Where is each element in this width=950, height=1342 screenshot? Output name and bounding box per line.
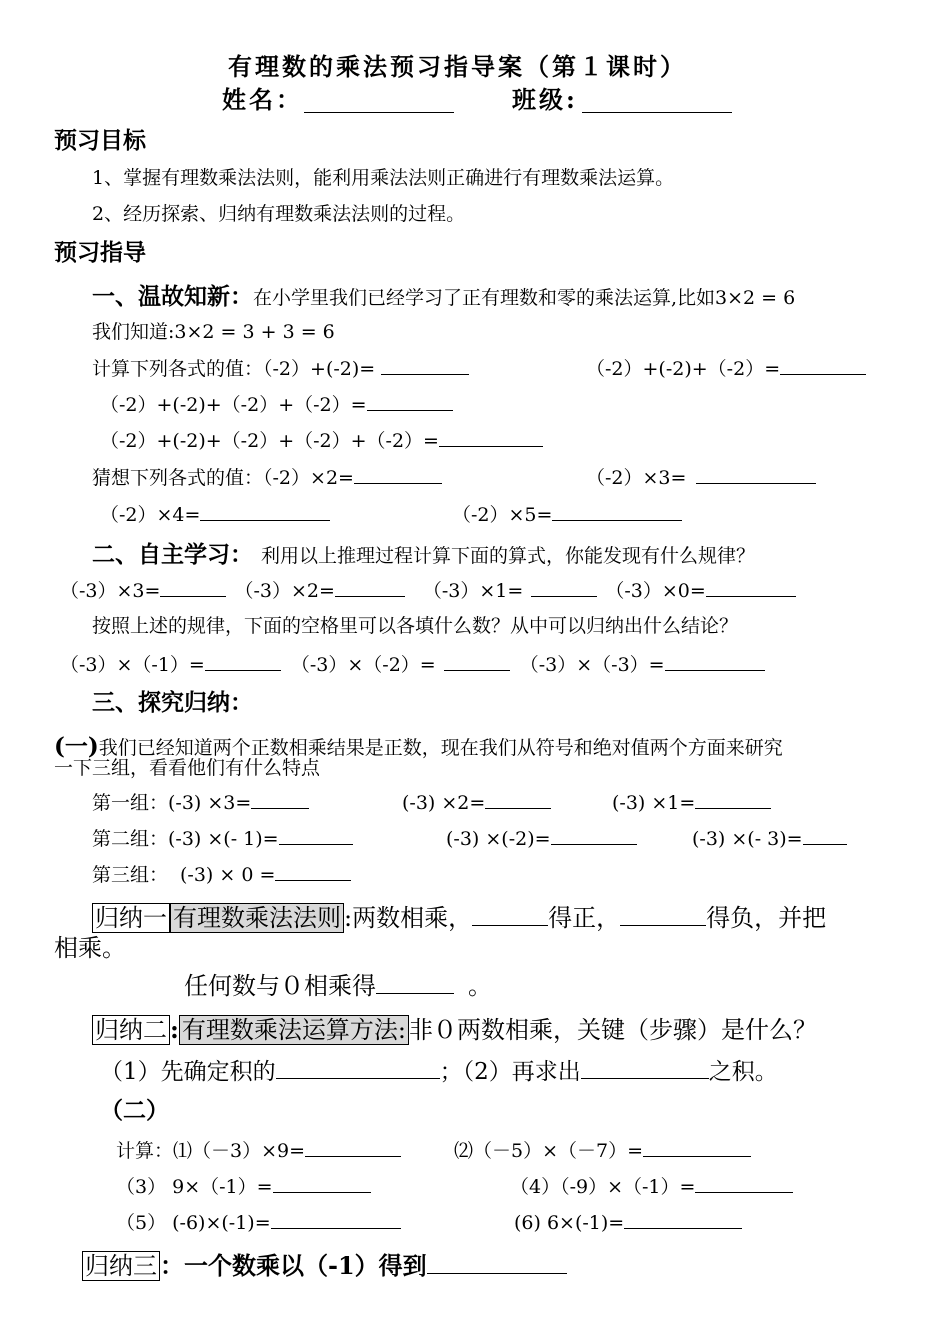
name-label: 姓名： [222, 85, 303, 114]
self-study-heading [92, 542, 253, 568]
ss-expr-3: （-3）×1= [422, 580, 524, 602]
self-study-text: 利用以上推理过程计算下面的算式，你能发现有什么规律？ [261, 545, 756, 567]
name-field[interactable] [304, 94, 454, 113]
calc2-expr-3-row [116, 1174, 371, 1199]
answer-blank[interactable] [444, 652, 510, 671]
summary-1-text-c: 得负，并把 [706, 904, 827, 932]
answer-blank[interactable] [780, 356, 866, 375]
group-2-expr-1: (-3) ×(- 1)= [168, 828, 279, 850]
answer-blank[interactable] [251, 790, 309, 809]
answer-blank[interactable] [624, 1210, 742, 1229]
answer-blank[interactable] [335, 578, 405, 597]
review-heading: 一、温故知新： [92, 283, 253, 310]
answer-blank[interactable] [643, 1138, 751, 1157]
ss2-expr-2: （-3）×（-2）= [290, 654, 436, 676]
summary-2-steps [100, 1056, 778, 1088]
ss-expr-4: （-3）×0= [605, 580, 706, 602]
answer-blank[interactable] [427, 1255, 567, 1274]
summary-1-text-e: 任何数与０相乘得 [184, 972, 376, 1000]
summary-2-step-2: ；（2）再求出 [439, 1059, 581, 1085]
answer-blank[interactable] [200, 502, 330, 521]
group-1-expr-1: (-3) ×3= [168, 792, 252, 814]
group-3-expr-1: (-3) × 0 = [180, 864, 276, 886]
answer-blank[interactable] [160, 578, 226, 597]
group-1-expr-2-row [402, 790, 551, 815]
summary-1-rule: 有理数乘法法则 [170, 903, 344, 933]
summary-1-text-f: 。 [468, 972, 492, 1000]
calc2-expr-4: （4）（-9）×（-1）= [510, 1176, 696, 1198]
guess-expr-2-row [586, 465, 816, 490]
self-study-question: 按照上述的规律，下面的空格里可以各填什么数？从中可以归纳出什么结论？ [92, 615, 739, 637]
answer-blank[interactable] [551, 826, 637, 845]
calc2-label: 计算： [116, 1140, 174, 1162]
group-2-row [92, 826, 353, 851]
self-study-heading-text: 二、自主学习： [92, 541, 253, 568]
ss-expr-1: （-3）×3= [60, 580, 161, 602]
calc2-expr-2: ⑵（－5）×（－7）= [454, 1140, 644, 1162]
group-1-expr-3-row [612, 790, 771, 815]
group-3-label: 第三组： [92, 864, 169, 886]
summary-2-tag: 归纳二 [92, 1015, 170, 1045]
guess-expr-4: （-2）×5= [452, 504, 553, 526]
part1-text-1: 我们已经知道两个正数相乘结果是正数，现在我们从符号和绝对值两个方面来研究 [98, 737, 783, 759]
calc-expr-1: （-2）+(-2)= [263, 358, 376, 380]
answer-blank[interactable] [376, 975, 454, 994]
part1-mark: (一) [54, 733, 99, 760]
group-1-expr-2: (-3) ×2= [402, 792, 486, 814]
class-label: 班级: [512, 85, 578, 114]
answer-blank[interactable] [706, 578, 796, 597]
answer-blank[interactable] [803, 826, 847, 845]
answer-blank[interactable] [552, 502, 682, 521]
ss-expr-2: （-3）×2= [234, 580, 335, 602]
summary-3-tag: 归纳三 [82, 1251, 160, 1281]
summary-3-text: ：一个数乘以（-1）得到 [160, 1251, 427, 1280]
answer-blank[interactable] [472, 907, 548, 926]
calc2-row-1 [116, 1138, 401, 1163]
self-study-paragraph [92, 540, 755, 570]
answer-blank[interactable] [620, 907, 706, 926]
answer-blank[interactable] [581, 1060, 709, 1079]
section-guide: 预习指导 [54, 239, 146, 266]
part2-mark: （二） [100, 1097, 169, 1124]
calc-expr-2: （-2）+(-2)+（-2）= [586, 358, 781, 380]
calc-expr-2-row [586, 356, 866, 381]
summary-2-step-1: （1）先确定积的 [100, 1059, 276, 1085]
self-study-row [60, 578, 796, 603]
calc2-expr-6: (6) 6×(-1)= [514, 1212, 625, 1234]
goal-1: 1、掌握有理数乘法法则，能利用乘法法则正确进行有理数乘法运算。 [92, 167, 675, 189]
group-3-row [92, 862, 351, 887]
group-2-expr-2-row [446, 826, 637, 851]
group-1-expr-3: (-3) ×1= [612, 792, 696, 814]
guess-row-1 [92, 465, 442, 490]
summary-2-row [92, 1014, 817, 1046]
summary-1-text-a: :两数相乘， [344, 904, 473, 932]
summary-1-tag: 归纳一 [92, 903, 170, 933]
goal-2: 2、经历探索、归纳有理数乘法法则的过程。 [92, 203, 466, 225]
group-1-label: 第一组： [92, 792, 169, 814]
answer-blank[interactable] [305, 1138, 401, 1157]
summary-1-text-b: 得正， [548, 904, 621, 932]
summary-3-row [82, 1250, 567, 1282]
review-text: 在小学里我们已经学习了正有理数和零的乘法运算,比如3×2 = 6 [253, 287, 796, 309]
answer-blank[interactable] [273, 1174, 371, 1193]
page-title: 有理数的乘法预习指导案（第１课时） [228, 52, 687, 81]
calc-expr-4: （-2）+(-2)+（-2）+（-2）+（-2）= [100, 430, 439, 452]
answer-blank[interactable] [271, 1210, 401, 1229]
calc-expr-3: （-2）+(-2)+（-2）+（-2）= [100, 394, 367, 416]
calc2-expr-5: （5） (-6)×(-1)= [116, 1212, 271, 1234]
ss2-expr-3: （-3）×（-3）= [519, 654, 665, 676]
guess-expr-3-row [100, 502, 330, 527]
calc-expr-4-row [100, 428, 543, 453]
summary-2-step-3: 之积。 [708, 1059, 778, 1085]
summary-2-rule: 有理数乘法运算方法: [179, 1015, 409, 1045]
calc-row-1 [92, 356, 469, 381]
group-2-expr-2: (-3) ×(-2)= [446, 828, 551, 850]
answer-blank[interactable] [439, 428, 543, 447]
answer-blank[interactable] [381, 356, 469, 375]
calc2-expr-1: ⑴（－3）×9= [173, 1140, 306, 1162]
guess-label: 猜想下列各式的值： [92, 467, 264, 489]
calc2-expr-4-row [510, 1174, 793, 1199]
answer-blank[interactable] [531, 578, 597, 597]
guess-expr-3: （-2）×4= [100, 504, 201, 526]
answer-blank[interactable] [665, 652, 765, 671]
answer-blank[interactable] [276, 1060, 440, 1079]
guess-expr-4-row [452, 502, 682, 527]
group-2-label: 第二组： [92, 828, 169, 850]
ss2-expr-1: （-3）×（-1）= [60, 654, 205, 676]
group-2-expr-3-row [692, 826, 847, 851]
answer-blank[interactable] [205, 652, 281, 671]
answer-blank[interactable] [695, 1174, 793, 1193]
calc-expr-3-row [100, 392, 453, 417]
calc2-expr-6-row [514, 1210, 742, 1235]
group-1-row [92, 790, 309, 815]
summary-2-text: 非０两数相乘，关键（步骤）是什么？ [408, 1016, 817, 1044]
answer-blank[interactable] [367, 392, 453, 411]
colon: : [170, 1015, 179, 1044]
answer-blank[interactable] [695, 790, 771, 809]
answer-blank[interactable] [279, 826, 353, 845]
summary-1-row-2 [184, 970, 492, 1002]
group-2-expr-3: (-3) ×(- 3)= [692, 828, 803, 850]
calc2-expr-3: （3） 9×（-1）= [116, 1176, 273, 1198]
section-goals: 预习目标 [54, 127, 146, 154]
answer-blank[interactable] [696, 465, 816, 484]
class-field[interactable] [582, 94, 732, 113]
answer-blank[interactable] [354, 465, 442, 484]
part1-text-2: 一下三组，看看他们有什么特点 [54, 757, 321, 779]
answer-blank[interactable] [275, 862, 351, 881]
summary-1-row [92, 902, 826, 934]
review-line-2: 我们知道:3×2 = 3 + 3 = 6 [92, 321, 335, 343]
answer-blank[interactable] [485, 790, 551, 809]
calc2-expr-5-row [116, 1210, 401, 1235]
summary-1-text-d: 相乘。 [54, 934, 126, 962]
calc-label: 计算下列各式的值： [92, 358, 264, 380]
guess-expr-2: （-2）×3= [586, 467, 687, 489]
calc2-expr-2-row [454, 1138, 751, 1163]
review-paragraph [92, 282, 795, 312]
guess-expr-1: （-2）×2= [263, 467, 354, 489]
explore-heading: 三、探究归纳： [92, 689, 253, 716]
self-study-row-2 [60, 652, 765, 677]
